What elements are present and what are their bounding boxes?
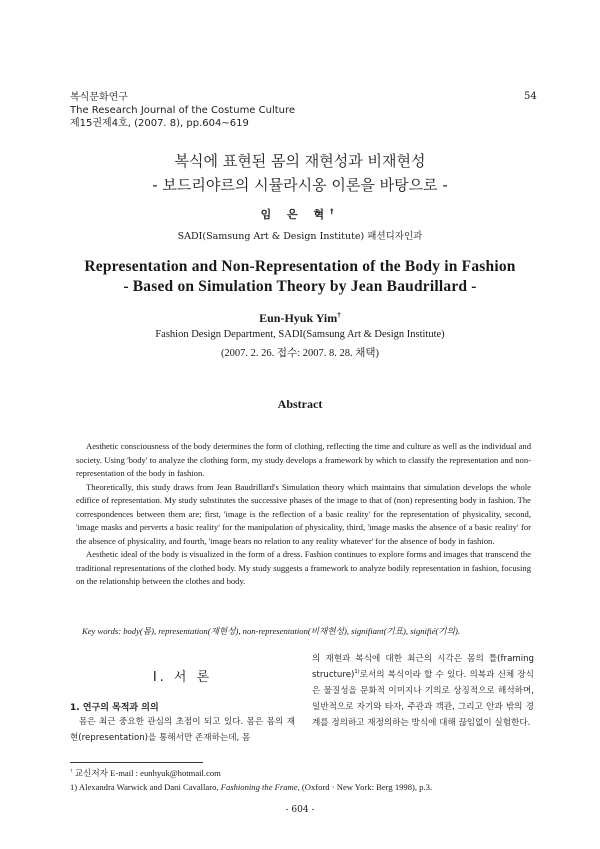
author-ko-name: 임 은 혁 xyxy=(260,208,331,221)
title-en-line2: - Based on Simulation Theory by Jean Baudrillard - xyxy=(123,278,477,295)
section-heading-introduction: Ⅰ. 서 론 xyxy=(152,670,213,685)
body-text-right xyxy=(312,651,534,731)
footnote-divider xyxy=(70,762,203,763)
abstract-paragraph-3: Aesthetic ideal of the body is visualized in the form of a dress. Fashion continues to explore forms and images that transcend the traditional representations of the clothed body. My study suggests a framework to analyze bodily representation in fashion, focusing on the relationship between the clothes and body. xyxy=(76,549,531,586)
abstract-body xyxy=(76,440,531,589)
body-text-right-b: 로서의 복식이라 할 수 있다. 의복과 신체 장식은 물질성을 문화적 이미지나 기의로 상징적으로 해석하며, 일반적으로 자기와 타자, 주관과 객관, 그리고 안과 밖의 경계를 정의하고 재정의하는 방식에 대해 끊임없이 실험한다. xyxy=(312,670,534,728)
footnote-ref1-number: 1) xyxy=(70,782,78,792)
body-column-left xyxy=(70,714,295,746)
corresponding-email: 교신저자 E-mail : eunhyuk@hotmail.com xyxy=(74,768,221,778)
body-column-right xyxy=(312,651,534,731)
author-en-name: Eun-Hyuk Yim xyxy=(259,311,338,325)
author-ko-mark: † xyxy=(330,207,340,216)
journal-header xyxy=(70,91,295,130)
journal-name-ko: 복식문화연구 xyxy=(70,92,128,103)
abstract-paragraph-1: Aesthetic consciousness of the body determines the form of clothing, reflecting the time and culture as well as the individual and society. Using 'body' to analyze the clothing form, my study develops a framework by which to classify the representation and non-representation of the body in fashion. xyxy=(76,441,531,478)
footnote-dagger: † xyxy=(70,768,73,775)
body-text-right-a: 의 재현과 복식에 대한 최근의 시각은 몸의 틀(framing structure) xyxy=(312,654,534,680)
body-text-left: 몸은 최근 중요한 관심의 초점이 되고 있다. 몸은 몸의 재현(representation)을 통해서만 존재하는데, 몸 xyxy=(70,717,295,743)
title-ko-line2: - 보드리야르의 시뮬라시옹 이론을 바탕으로 - xyxy=(152,176,448,194)
journal-volume: 제15권제4호, (2007. 8), pp.604∼619 xyxy=(70,118,249,129)
footnote-ref1-title: Fashioning the Frame, xyxy=(220,782,300,792)
keywords: Key words: body(몸), representation(재현성), non-representation(비재현성), signifiant(기표), signifié(기의). xyxy=(82,626,460,636)
submission-dates: (2007. 2. 26. 접수: 2007. 8. 28. 채택) xyxy=(220,348,380,359)
footnotes xyxy=(70,766,540,794)
folio-page-number: - 604 - xyxy=(285,805,315,815)
page-number: 54 xyxy=(524,91,537,102)
footnote-ref1-authors: Alexandra Warwick and Dani Cavallaro, xyxy=(78,782,219,792)
affiliation-ko: SADI(Samsung Art & Design Institute) 패션디자인과 xyxy=(177,231,423,242)
subsection-heading: 1. 연구의 목적과 의의 xyxy=(70,703,159,713)
affiliation-en: Fashion Design Department, SADI(Samsung Art & Design Institute) xyxy=(155,329,445,340)
journal-name-en: The Research Journal of the Costume Culture xyxy=(70,105,296,116)
title-en-line1: Representation and Non-Representation of the Body in Fashion xyxy=(84,258,516,275)
author-en xyxy=(0,311,600,326)
footnote-ref-1: 1) xyxy=(354,669,360,676)
author-ko xyxy=(0,206,600,222)
footnote-ref1-rest: (Oxford · New York: Berg 1998), p.3. xyxy=(301,782,433,792)
author-en-mark: † xyxy=(337,311,341,319)
footnote-reference-1 xyxy=(70,780,540,794)
footnote-corresponding-author xyxy=(70,766,540,780)
abstract-paragraph-2: Theoretically, this study draws from Jean Baudrillard's Simulation theory which maintains that simulation develops the whole edifice of representation. My study substitutes the successive phases of the image to that of (non) representing body in fashion. The correspondences between them are; first, 'image is the reflection of a basic reality' for the representation of physicality, second, 'image masks and perverts a basic reality' for the manipulation of physicality, third, 'image masks the absence of a basic reality' for the absence of physicality, and fourth, 'image bears no relation to any reality whatever' for the absence of body in fashion. xyxy=(76,481,531,546)
title-ko-line1: 복식에 표현된 몸의 재현성과 비재현성 xyxy=(174,152,426,170)
abstract-heading: Abstract xyxy=(277,397,323,411)
